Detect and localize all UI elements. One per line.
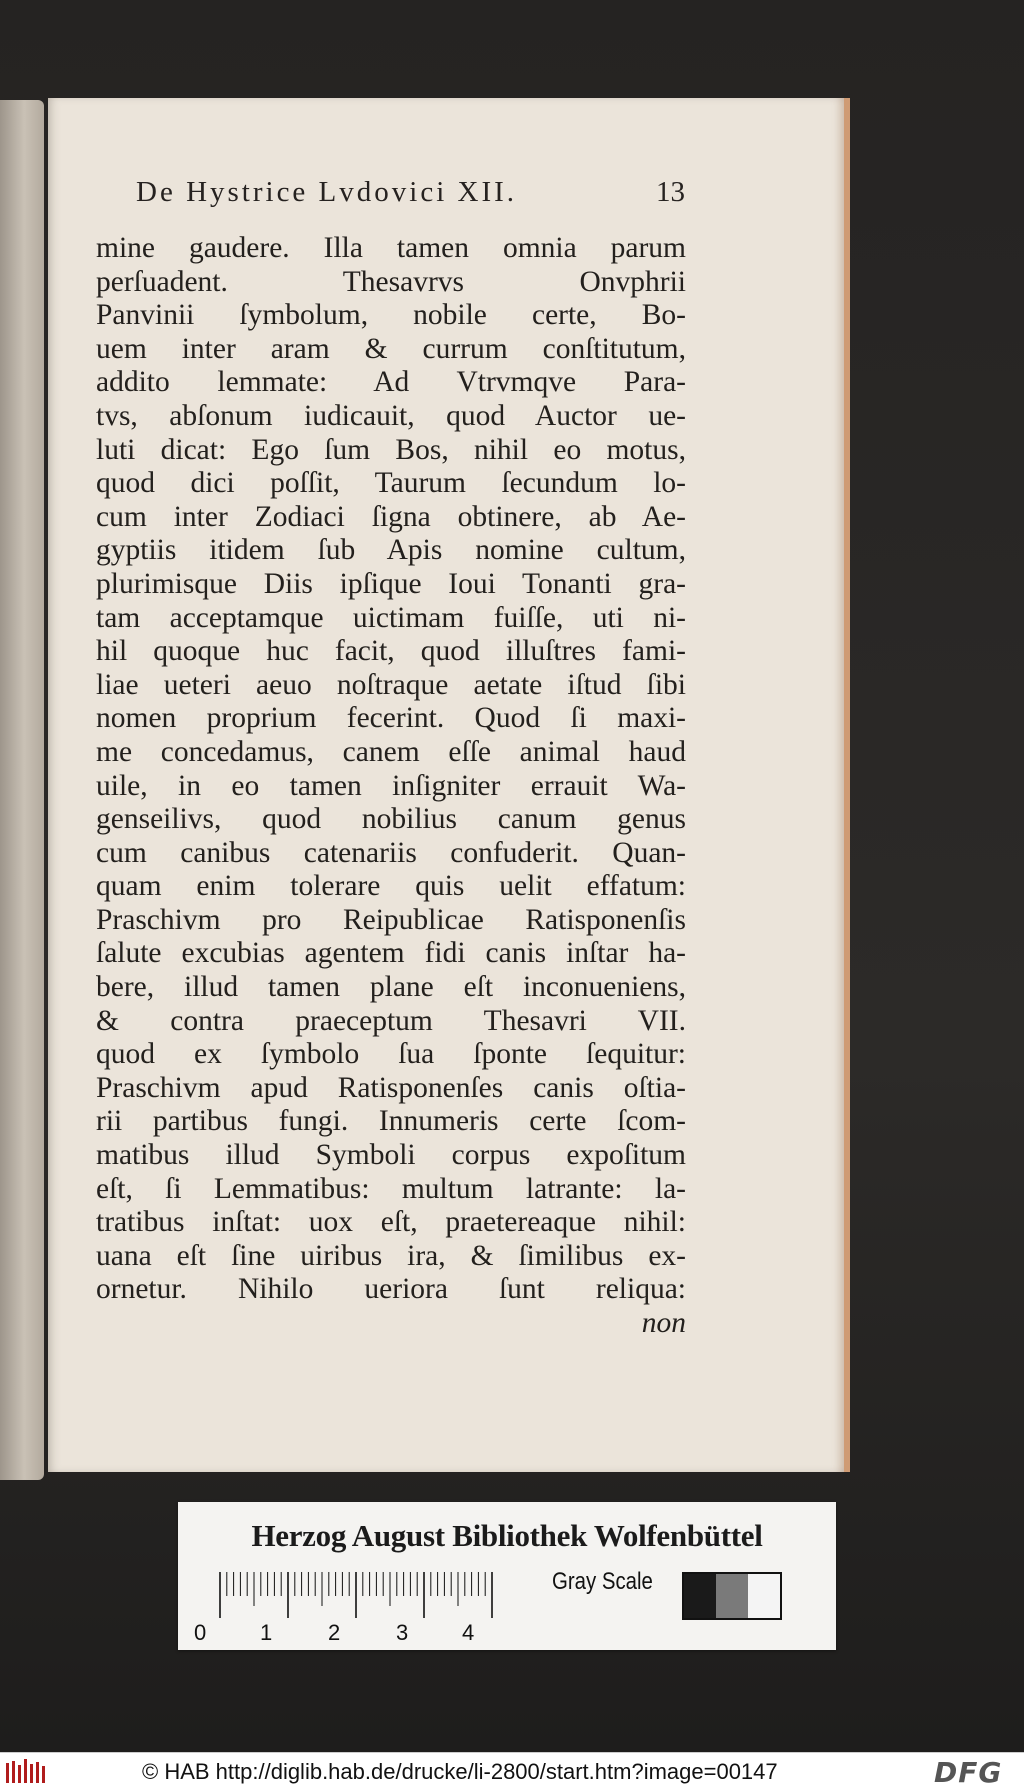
text-line: liae ueteri aeuo noſtraque aetate iſtud ſibi xyxy=(96,668,686,701)
page-number: 13 xyxy=(656,176,685,208)
gray-swatch xyxy=(684,1574,716,1618)
ruler-number: 4 xyxy=(462,1620,475,1645)
text-line: luti dicat: Ego ſum Bos, nihil eo motus, xyxy=(96,433,686,466)
text-line: ornetur. Nihilo ueriora ſunt reliqua: xyxy=(96,1273,686,1306)
text-line: uana eſt ſine uiribus ira, & ſimilibus ex- xyxy=(96,1239,686,1272)
text-line: quam enim tolerare quis uelit effatum: xyxy=(96,870,686,903)
ruler-number: 2 xyxy=(328,1620,341,1645)
text-line: & contra praeceptum Thesavri VII. xyxy=(96,1004,686,1037)
ruler-number: 3 xyxy=(396,1620,409,1645)
ruler-scale xyxy=(218,1570,518,1618)
gray-swatch xyxy=(716,1574,748,1618)
gray-scale-label: Gray Scale xyxy=(552,1568,653,1595)
text-line: me concedamus, canem eſſe animal haud xyxy=(96,735,686,768)
body-text xyxy=(96,232,686,1341)
text-line: non xyxy=(641,1307,686,1339)
text-line: eſt, ſi Lemmatibus: multum latrante: la- xyxy=(96,1172,686,1205)
text-line: quod ex ſymbolo ſua ſponte ſequitur: xyxy=(96,1038,686,1071)
text-line: cum inter Zodiaci ſigna obtinere, ab Ae- xyxy=(96,500,686,533)
text-line: bere, illud tamen plane eſt inconueniens, xyxy=(96,971,686,1004)
text-line: nomen proprium fecerint. Quod ſi maxi- xyxy=(96,702,686,735)
text-line: tam acceptamque uictimam fuiſſe, uti ni- xyxy=(96,601,686,634)
text-line: uem inter aram & currum conſtitutum, xyxy=(96,332,686,365)
text-line: perſuadent. Thesavrvs Onvphrii xyxy=(96,265,686,298)
library-label-card xyxy=(178,1502,836,1650)
text-line: Praschivm pro Reipublicae Ratisponenſis xyxy=(96,903,686,936)
text-line: hil quoque huc facit, quod illuſtres fami- xyxy=(96,635,686,668)
source-url-link[interactable]: © HAB http://diglib.hab.de/drucke/li-2800/start.htm?image=00147 xyxy=(142,1759,778,1784)
text-line: addito lemmate: Ad Vtrvmqve Para- xyxy=(96,366,686,399)
running-head: De Hystrice Lvdovici XII. xyxy=(136,176,518,208)
text-line: ſalute excubias agentem fidi canis inſtar ha- xyxy=(96,937,686,970)
text-line: mine gaudere. Illa tamen omnia parum xyxy=(96,232,686,264)
dfg-logo: DFG xyxy=(934,1756,1003,1789)
text-line: plurimisque Diis ipſique Ioui Tonanti gra- xyxy=(96,567,686,600)
gray-scale-boxes xyxy=(682,1572,782,1620)
text-line: cum canibus catenariis confuderit. Quan- xyxy=(96,836,686,869)
text-line: genseilivs, quod nobilius canum genus xyxy=(96,803,686,836)
gray-swatch xyxy=(748,1574,780,1618)
text-line: tratibus inſtat: uox eſt, praetereaque nihil: xyxy=(96,1206,686,1239)
text-line: quod dici poſſit, Taurum ſecundum lo- xyxy=(96,467,686,500)
text-line: uile, in eo tamen inſigniter errauit Wa- xyxy=(96,769,686,802)
library-name: Herzog August Bibliothek Wolfenbüttel xyxy=(251,1518,763,1553)
text-line: tvs, abſonum iudicauit, quod Auctor ue- xyxy=(96,399,686,432)
text-line: Panvinii ſymbolum, nobile certe, Bo- xyxy=(96,299,686,332)
hab-logo-icon xyxy=(6,1759,46,1785)
ruler-number: 1 xyxy=(260,1620,273,1645)
left-page-edge xyxy=(0,100,44,1480)
text-line: gyptiis itidem ſub Apis nomine cultum, xyxy=(96,534,686,567)
text-line: matibus illud Symboli corpus expoſitum xyxy=(96,1139,686,1172)
text-line: Praschivm apud Ratisponenſes canis oſtia- xyxy=(96,1071,686,1104)
ruler-number: 0 xyxy=(194,1620,207,1645)
text-line: rii partibus fungi. Innumeris certe ſcom- xyxy=(96,1105,686,1138)
footer-bar xyxy=(0,1752,1024,1790)
